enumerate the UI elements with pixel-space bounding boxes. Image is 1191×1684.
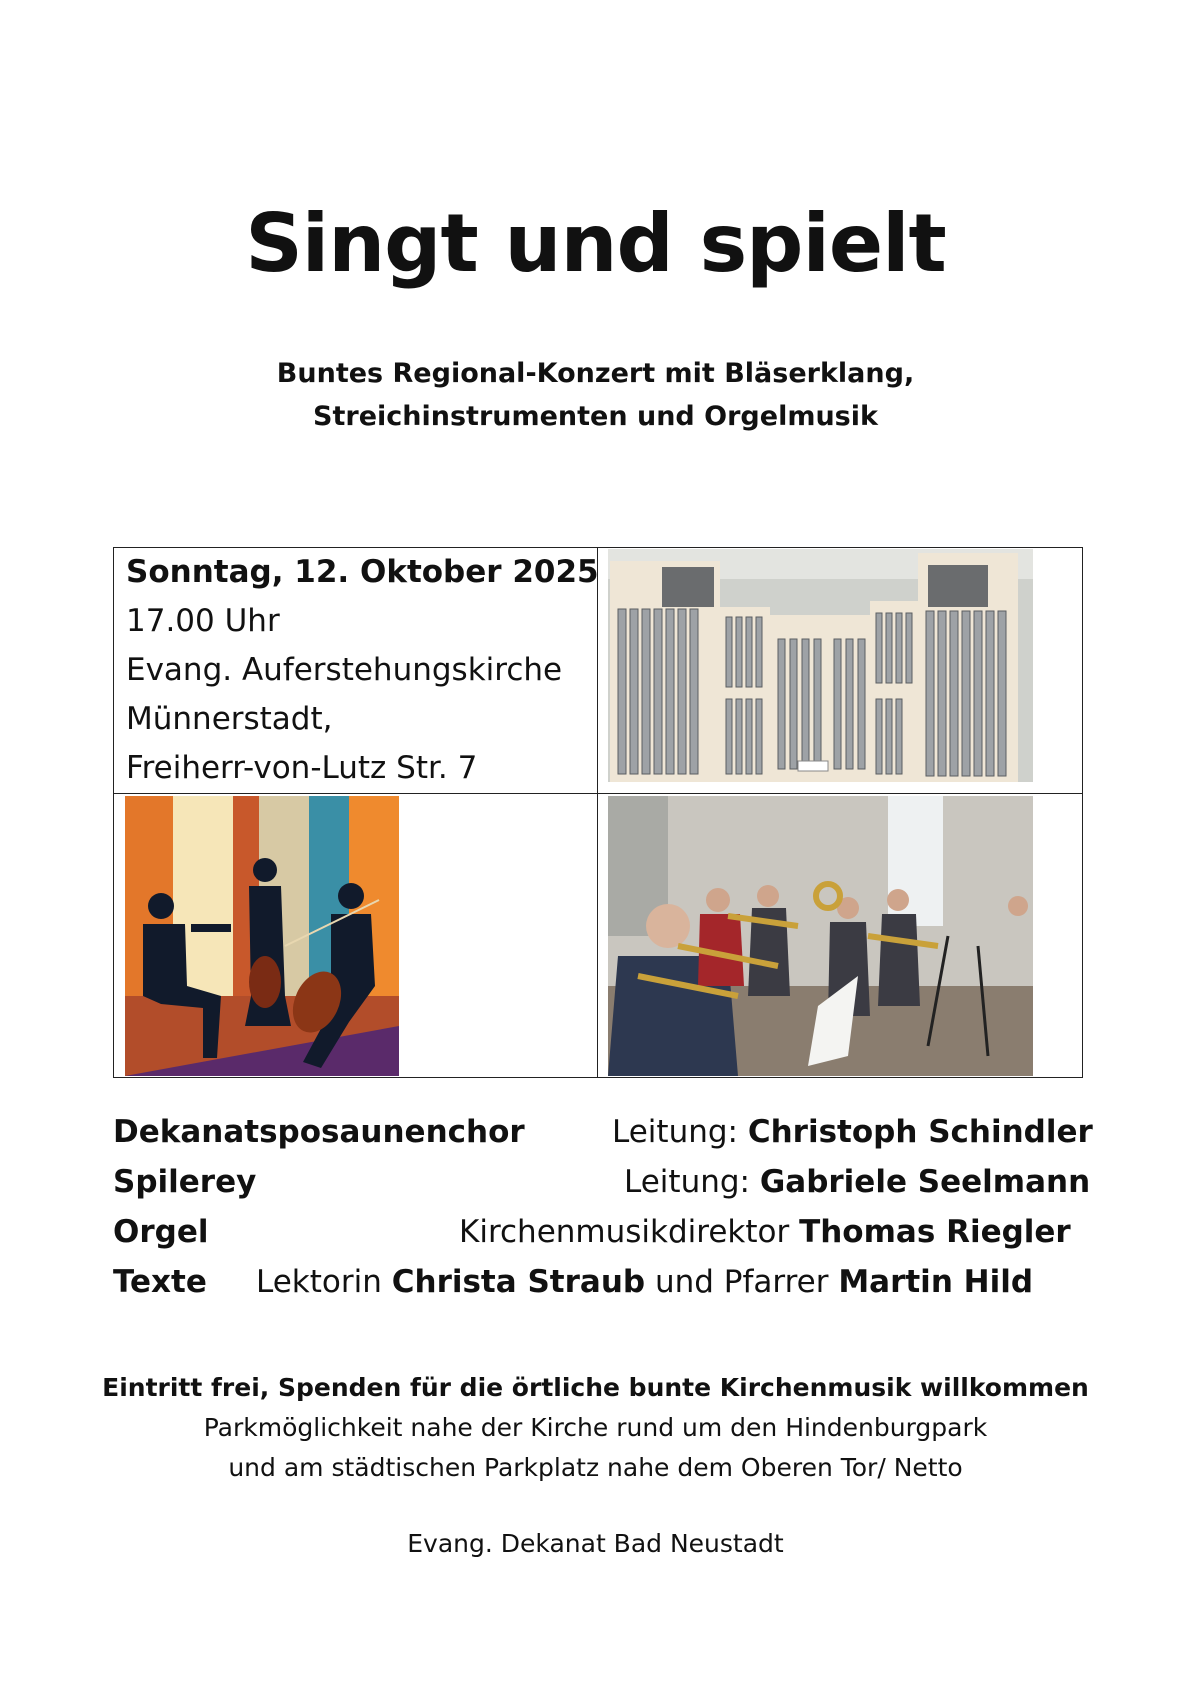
event-venue: Evang. Auferstehungskirche — [126, 652, 563, 688]
credit-ensemble-texte: Texte — [113, 1264, 207, 1300]
credit-lead-texte — [256, 1257, 1033, 1307]
event-details — [126, 548, 599, 793]
organ-photo — [608, 549, 1033, 782]
credit-person-texte-1: Christa Straub — [391, 1264, 646, 1300]
event-town: Münnerstadt, — [126, 701, 333, 737]
credit-role-texte: Lektorin — [256, 1264, 382, 1300]
credit-person-orgel: Thomas Riegler — [799, 1214, 1071, 1250]
string-players-illustration — [125, 796, 399, 1076]
credit-joiner-texte: und Pfarrer — [654, 1264, 829, 1300]
page-title: Singt und spielt — [245, 197, 946, 290]
footer-parking-1: Parkmöglichkeit nahe der Kirche rund um den Hindenburgpark — [203, 1413, 988, 1442]
credit-role-posaunenchor: Leitung: — [612, 1114, 738, 1150]
credit-role-spilerey: Leitung: — [624, 1164, 750, 1200]
credit-person-spilerey: Gabriele Seelmann — [759, 1164, 1091, 1200]
footer-admission: Eintritt frei, Spenden für die örtliche bunte Kirchenmusik willkommen — [102, 1373, 1089, 1402]
event-street: Freiherr-von-Lutz Str. 7 — [126, 750, 478, 786]
footer-parking-2: und am städtischen Parkplatz nahe dem Oberen Tor/ Netto — [228, 1453, 963, 1482]
credit-lead-posaunenchor — [612, 1107, 1093, 1157]
footer-organizer: Evang. Dekanat Bad Neustadt — [407, 1529, 784, 1558]
subtitle-line-1: Buntes Regional-Konzert mit Bläserklang, — [276, 358, 915, 389]
credit-lead-orgel — [459, 1207, 1071, 1257]
subtitle-line-2: Streichinstrumenten und Orgelmusik — [313, 401, 878, 432]
credit-lead-spilerey — [624, 1157, 1090, 1207]
event-time: 17.00 Uhr — [126, 603, 280, 639]
credit-person-texte-2: Martin Hild — [838, 1264, 1034, 1300]
table-divider-horizontal — [113, 793, 1083, 794]
brass-choir-photo — [608, 796, 1033, 1076]
credit-ensemble-orgel: Orgel — [113, 1214, 209, 1250]
credit-ensemble-posaunenchor: Dekanatsposaunenchor — [113, 1114, 525, 1150]
credit-person-posaunenchor: Christoph Schindler — [747, 1114, 1093, 1150]
event-date: Sonntag, 12. Oktober 2025 — [126, 554, 599, 590]
credit-ensemble-spilerey: Spilerey — [113, 1164, 257, 1200]
credit-role-orgel: Kirchenmusikdirektor — [459, 1214, 790, 1250]
